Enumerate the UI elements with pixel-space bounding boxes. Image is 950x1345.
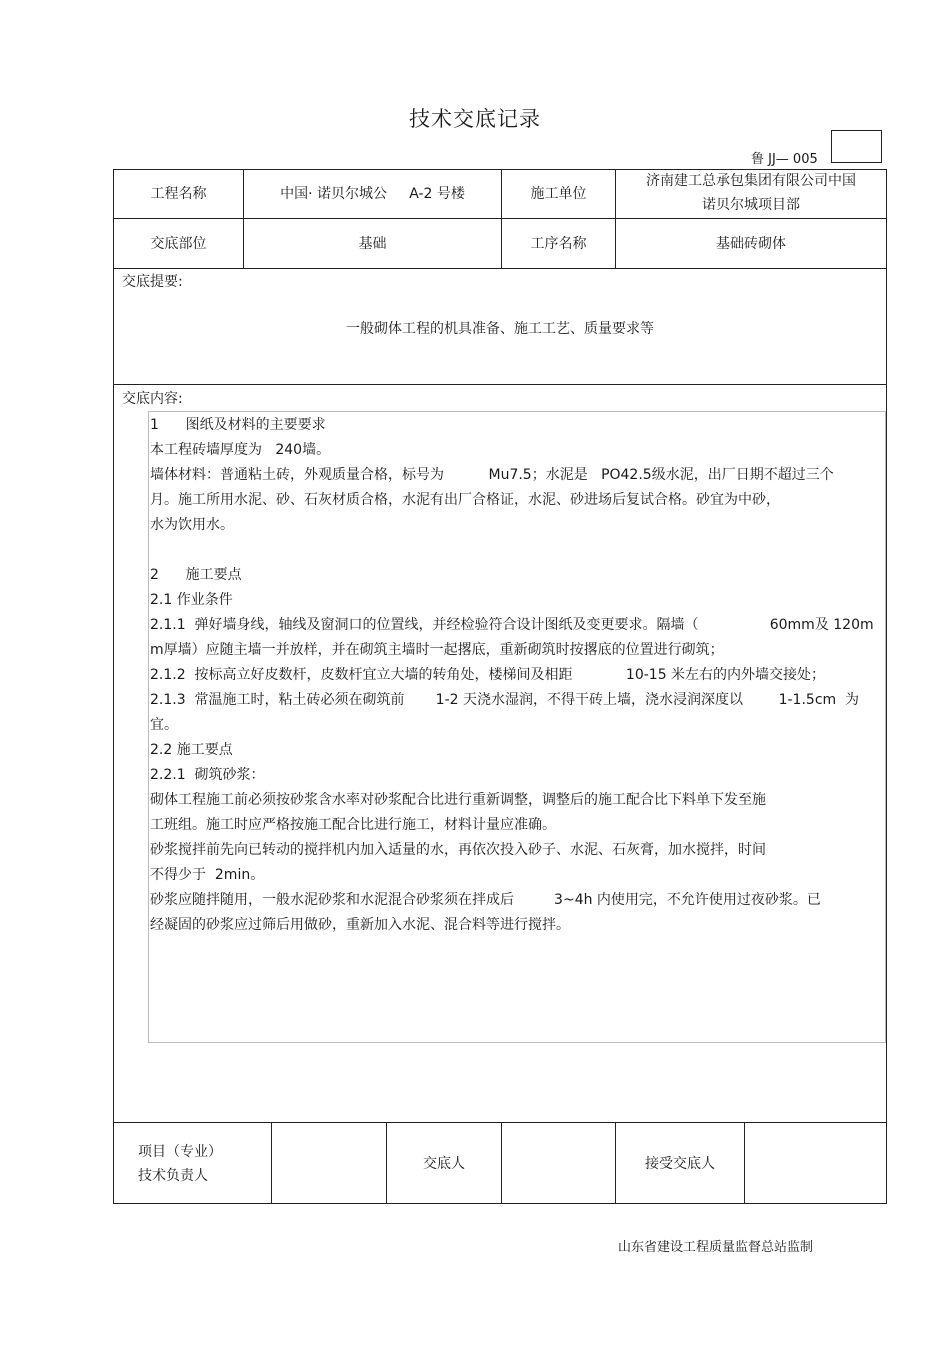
discloser-label: 交底人 <box>423 1155 465 1172</box>
content-line: 2.1 作业条件 <box>150 592 233 608</box>
tech-lead-label-line-1: 项目（专业） <box>138 1143 222 1160</box>
receiver-label: 接受交底人 <box>645 1155 715 1172</box>
content-line: 本工程砖墙厚度为 240墙。 <box>150 442 331 458</box>
content-text <box>150 413 886 938</box>
content-line: 2 施工要点 <box>150 567 242 583</box>
construction-unit-line-2: 诺贝尔城项目部 <box>702 197 800 213</box>
content-line: 宜。 <box>150 717 178 733</box>
project-name-label: 工程名称 <box>150 186 207 202</box>
content-line: m厚墙）应随主墙一并放样，并在砌筑主墙时一起撂底，重新砌筑时按撂底的位置进行砌筑； <box>150 642 724 658</box>
content-line: 砂浆搅拌前先向已转动的搅拌机内加入适量的水，再依次投入砂子、水泥、石灰膏，加水搅拌，时间 <box>150 842 766 858</box>
content-line: 2.1.1 弹好墙身线，轴线及窗洞口的位置线，并经检验符合设计图纸及变更要求。隔墙（ 60mm及 120m <box>150 617 874 633</box>
content-line: 2.2.1 砌筑砂浆： <box>150 767 265 783</box>
process-name-label: 工序名称 <box>530 235 587 252</box>
form-code: 鲁 JJ— 005 <box>751 152 818 167</box>
content-line: 月。施工所用水泥、砂、石灰材质合格，水泥有出厂合格证，水泥、砂进场后复试合格。砂宜为中砂， <box>150 492 780 508</box>
content-line: 2.1.3 常温施工时，粘土砖必须在砌筑前 1-2 天浇水湿润，不得干砖上墙，浇水浸润深度以 1-1.5cm 为 <box>150 692 860 708</box>
tech-lead-label <box>114 1123 271 1204</box>
content-line: 砌体工程施工前必须按砂浆含水率对砂浆配合比进行重新调整，调整后的施工配合比下料单下发至施 <box>150 792 766 808</box>
summary-text: 一般砌体工程的机具准备、施工工艺、质量要求等 <box>346 321 654 337</box>
content-line: 墙体材料：普通粘土砖，外观质量合格，标号为 Mu7.5；水泥是 PO42.5级水泥，出厂日期不超过三个 <box>150 467 834 483</box>
content-line: 砂浆应随拌随用，一般水泥砂浆和水泥混合砂浆须在拌成后 3~4h 内使用完，不允许使用过夜砂浆。已 <box>150 892 821 908</box>
construction-unit-value <box>616 168 886 218</box>
construction-unit-label: 施工单位 <box>530 186 587 202</box>
disclosure-part-label: 交底部位 <box>150 235 207 252</box>
content-line <box>150 538 886 563</box>
content-line: 2.1.2 按标高立好皮数杆，皮数杆宜立大墙的转角处，楼梯间及相距 10-15 米左右的内外墙交接处； <box>150 667 826 683</box>
content-line: 水为饮用水。 <box>150 517 234 533</box>
supervisor-footer: 山东省建设工程质量监督总站监制 <box>618 1240 814 1255</box>
document-title: 技术交底记录 <box>409 107 541 131</box>
form-code-box <box>831 130 882 163</box>
discloser-signature-field[interactable] <box>502 1123 615 1204</box>
content-line: 1 图纸及材料的主要要求 <box>150 417 326 433</box>
content-line: 工班组。施工时应严格按施工配合比进行施工，材料计量应准确。 <box>150 817 556 833</box>
content-line: 2.2 施工要点 <box>150 742 233 758</box>
row-divider <box>113 268 887 269</box>
summary-label: 交底提要: <box>122 274 183 290</box>
content-line: 经凝固的砂浆应过筛后用做砂，重新加入水泥、混合料等进行搅拌。 <box>150 917 570 933</box>
tech-lead-signature-field[interactable] <box>272 1123 386 1204</box>
row-divider <box>113 384 887 385</box>
receiver-signature-field[interactable] <box>745 1123 886 1204</box>
project-name-value: 中国· 诺贝尔城公 A-2 号楼 <box>280 186 465 202</box>
content-line: 不得少于 2min。 <box>150 867 265 883</box>
process-name-value: 基础砖砌体 <box>716 235 786 252</box>
disclosure-part-value: 基础 <box>358 235 387 252</box>
tech-lead-label-line-2: 技术负责人 <box>138 1167 208 1184</box>
content-label: 交底内容: <box>122 391 183 407</box>
construction-unit-line-1: 济南建工总承包集团有限公司中国 <box>646 173 856 189</box>
